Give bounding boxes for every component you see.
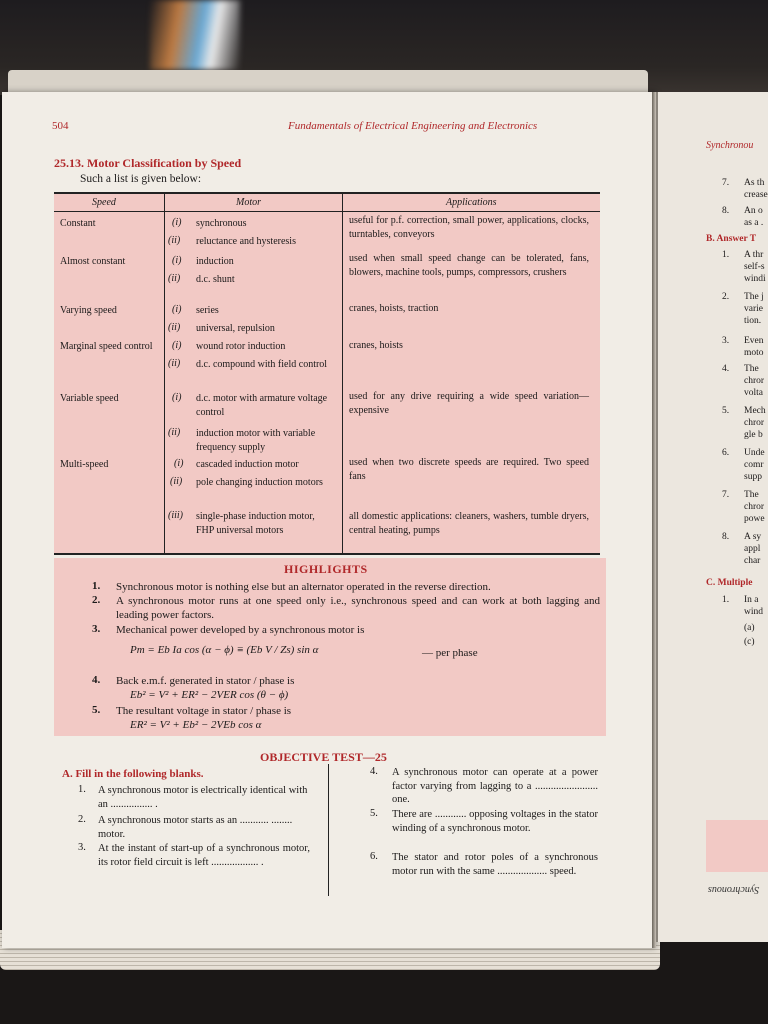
- right-item-number: 2.: [722, 292, 730, 302]
- highlight-item: The resultant voltage in stator / phase is: [116, 705, 292, 717]
- intro-text: Such a list is given below:: [80, 173, 202, 185]
- running-head: Fundamentals of Electrical Engineering and Electronics: [288, 120, 538, 132]
- motor-cell: d.c. motor with armature voltage control: [196, 393, 328, 418]
- right-item-line: chror: [744, 376, 765, 386]
- motor-number: (i): [172, 392, 182, 403]
- right-item-line: self-s: [744, 262, 765, 272]
- right-item-number: 6.: [722, 448, 730, 458]
- header-motor: Motor: [236, 197, 261, 208]
- highlight-number: 3.: [92, 623, 101, 635]
- right-item-line: The: [744, 364, 759, 374]
- speed-cell: Variable speed: [60, 393, 119, 404]
- right-item-line: wind: [744, 607, 763, 617]
- motor-cell: induction: [196, 256, 234, 267]
- right-item-line: volta: [744, 388, 763, 398]
- table-top-rule: [54, 192, 600, 194]
- application-cell: useful for p.f. correction, small power, applications, clocks, turntables, conveyors: [349, 215, 589, 240]
- motor-number: (ii): [168, 322, 181, 333]
- right-section-heading: C. Multiple: [706, 578, 753, 588]
- right-item-number: 4.: [722, 364, 730, 374]
- application-cell: used when two discrete speeds are required. Two speed fans: [349, 457, 589, 482]
- speed-cell: Almost constant: [60, 256, 126, 267]
- motor-cell: cascaded induction motor: [196, 459, 299, 470]
- speed-cell: Varying speed: [60, 305, 117, 316]
- motor-cell: reluctance and hysteresis: [196, 236, 296, 247]
- table-col-divider: [164, 192, 165, 554]
- right-item-line: Unde: [744, 448, 765, 458]
- question-number: 2.: [78, 814, 86, 825]
- motor-number: (iii): [168, 510, 183, 521]
- right-item-number: 3.: [722, 336, 730, 346]
- right-item-line: A thr: [744, 250, 764, 260]
- motor-classification-table: [54, 192, 600, 554]
- right-item-line: A sy: [744, 532, 762, 542]
- right-footer-upside-down: Synchronous: [708, 884, 760, 895]
- right-section-heading: B. Answer T: [706, 234, 757, 244]
- page-number: 504: [52, 120, 69, 132]
- table-bottom-rule: [54, 553, 600, 555]
- header-applications: Applications: [446, 197, 497, 208]
- right-item-line: The: [744, 490, 759, 500]
- motor-cell: induction motor with variable frequency supply: [196, 428, 316, 453]
- section-title: 25.13. Motor Classification by Speed: [54, 156, 242, 170]
- right-item-line: supp: [744, 472, 762, 482]
- highlight-number: 2.: [92, 594, 101, 606]
- speed-cell: Multi-speed: [60, 459, 109, 470]
- question-text: A synchronous motor can operate at a power factor varying from lagging to a ........................ one.: [392, 767, 598, 805]
- right-item-line: moto: [744, 348, 764, 358]
- highlight-number: 5.: [92, 704, 101, 716]
- right-item-line: crease: [744, 190, 768, 200]
- column-divider: [328, 764, 329, 896]
- motor-number: (ii): [168, 273, 181, 284]
- right-item-line: (c): [744, 637, 755, 647]
- speed-cell: Constant: [60, 218, 96, 229]
- right-item-line: chror: [744, 418, 765, 428]
- formula-back-emf: Eb² = V² + ER² − 2VER cos (θ − ϕ): [130, 689, 289, 701]
- motor-cell: series: [196, 305, 219, 316]
- application-cell: used when small speed change can be tolerated, fans, blowers, machine tools, pumps, compressors, crushers: [349, 253, 589, 278]
- highlights-title: HIGHLIGHTS: [284, 562, 368, 576]
- right-page: [656, 92, 768, 942]
- application-cell: all domestic applications: cleaners, washers, tumble dryers, central heating, pumps: [349, 511, 589, 536]
- right-running-head: Synchronou: [706, 140, 754, 151]
- light-glare: [150, 0, 240, 70]
- right-item-number: 1.: [722, 250, 730, 260]
- right-highlight-band: [706, 820, 768, 872]
- question-number: 4.: [370, 766, 378, 777]
- question-number: 3.: [78, 842, 86, 853]
- header-speed: Speed: [92, 197, 116, 208]
- right-item-number: 5.: [722, 406, 730, 416]
- right-item-line: An o: [744, 206, 763, 216]
- motor-number: (ii): [168, 427, 181, 438]
- motor-cell: wound rotor induction: [196, 341, 286, 352]
- right-item-line: comr: [744, 460, 764, 470]
- right-item-line: as a .: [744, 218, 764, 228]
- motor-number: (i): [174, 458, 184, 469]
- table-header-rule: [54, 211, 600, 212]
- right-item-line: As th: [744, 178, 765, 188]
- right-item-line: powe: [744, 514, 765, 524]
- right-item-line: tion.: [744, 316, 762, 326]
- motor-number: (ii): [168, 358, 181, 369]
- question-text: At the instant of start-up of a synchronous motor, its rotor field circuit is left .................. .: [98, 843, 310, 868]
- highlight-item: A synchronous motor runs at one speed only i.e., synchronous speed and can work at both lagging and leading power factors.: [116, 595, 600, 621]
- right-item-line: varie: [744, 304, 763, 314]
- motor-cell: d.c. compound with field control: [196, 359, 328, 370]
- motor-cell: pole changing induction motors: [196, 477, 323, 488]
- right-item-number: 7.: [722, 490, 730, 500]
- speed-cell: Marginal speed control: [60, 341, 153, 352]
- table-col-divider: [342, 192, 343, 554]
- application-cell: cranes, hoists: [349, 340, 403, 351]
- right-item-line: appl: [744, 544, 761, 554]
- motor-number: (i): [172, 255, 182, 266]
- question-number: 1.: [78, 784, 86, 795]
- right-item-line: char: [744, 556, 761, 566]
- application-cell: cranes, hoists, traction: [349, 303, 439, 314]
- motor-cell: universal, repulsion: [196, 323, 275, 334]
- motor-number: (ii): [170, 476, 183, 487]
- question-text: The stator and rotor poles of a synchronous motor run with the same ................... speed.: [392, 852, 598, 877]
- highlight-number: 1.: [92, 580, 101, 592]
- highlight-item: Synchronous motor is nothing else but an alternator operated in the reverse direction.: [116, 581, 491, 593]
- right-item-line: Mech: [744, 406, 766, 416]
- motor-cell: synchronous: [196, 218, 247, 229]
- right-item-number: 8.: [722, 206, 730, 216]
- question-text: A synchronous motor starts as an ........... ........ motor.: [98, 815, 293, 840]
- highlight-item: Mechanical power developed by a synchronous motor is: [116, 624, 365, 636]
- motor-cell: single-phase induction motor, FHP universal motors: [196, 511, 315, 536]
- right-item-line: chror: [744, 502, 765, 512]
- right-item-line: The j: [744, 292, 764, 302]
- right-item-line: In a: [744, 595, 759, 605]
- right-item-line: Even: [744, 336, 764, 346]
- right-item-number: 8.: [722, 532, 730, 542]
- right-item-number: 7.: [722, 178, 730, 188]
- formula-note: — per phase: [422, 647, 478, 659]
- motor-number: (i): [172, 304, 182, 315]
- objective-test-title: OBJECTIVE TEST—25: [260, 750, 387, 764]
- right-item-line: (a): [744, 623, 755, 633]
- formula-resultant-voltage: ER² = V² + Eb² − 2VEb cos α: [130, 719, 262, 731]
- left-page: [2, 92, 654, 948]
- section-a-heading: A. Fill in the following blanks.: [62, 768, 204, 780]
- question-text: There are ............ opposing voltages in the stator winding of a synchronous motor.: [392, 809, 598, 834]
- motor-number: (i): [172, 340, 182, 351]
- question-number: 6.: [370, 851, 378, 862]
- right-item-line: gle b: [744, 430, 763, 440]
- highlight-item: Back e.m.f. generated in stator / phase is: [116, 675, 295, 687]
- question-text: A synchronous motor is electrically identical with an ................ .: [98, 785, 308, 810]
- question-number: 5.: [370, 808, 378, 819]
- highlight-number: 4.: [92, 674, 101, 686]
- right-item-number: 1.: [722, 595, 730, 605]
- motor-cell: d.c. shunt: [196, 274, 235, 285]
- right-item-line: windi: [744, 274, 766, 284]
- formula-mechanical-power: Pm = Eb Ia cos (α − ϕ) ≡ (Eb V / Zs) sin α: [130, 644, 319, 656]
- application-cell: used for any drive requiring a wide speed variation—expensive: [349, 391, 589, 416]
- motor-number: (ii): [168, 235, 181, 246]
- motor-number: (i): [172, 217, 182, 228]
